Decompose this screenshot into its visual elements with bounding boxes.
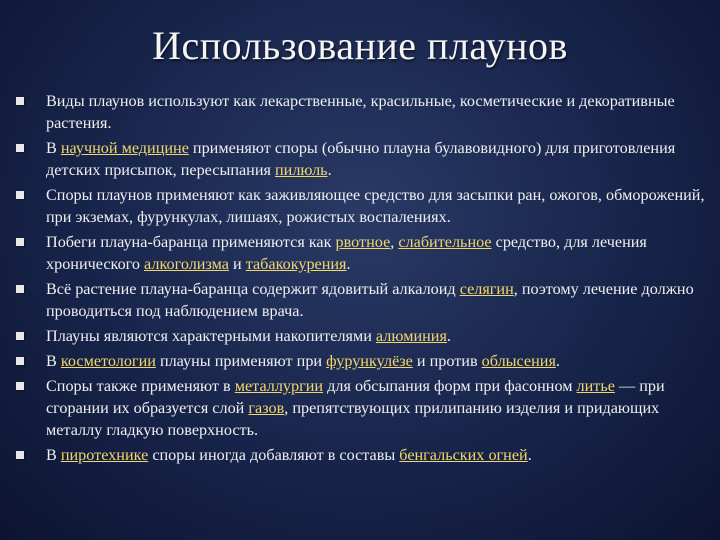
bullet-text: . — [346, 255, 351, 273]
hyperlink[interactable]: научной медицине — [60, 139, 189, 157]
bullet-text: , поэтому лечение должно проводиться под наблюдением врача. — [46, 280, 694, 320]
bullet-item — [14, 184, 714, 228]
bullet-item — [14, 375, 714, 441]
bullet-item — [14, 231, 714, 275]
bullet-item — [14, 278, 714, 322]
hyperlink[interactable]: алкоголизма — [144, 255, 229, 273]
hyperlink[interactable]: бенгальских огней — [399, 446, 528, 464]
bullet-text: , препятствующих прилипанию изделия и придающих металлу гладкую поверхность. — [46, 399, 660, 439]
bullet-text: , — [390, 233, 399, 251]
hyperlink[interactable]: фурункулёзе — [326, 352, 413, 370]
square-bullet-icon — [16, 285, 24, 293]
bullet-item — [14, 325, 714, 347]
bullet-item — [14, 137, 714, 181]
bullet-text: Побеги плауна-баранца применяются как — [46, 233, 336, 251]
bullet-item — [14, 444, 714, 466]
square-bullet-icon — [16, 97, 24, 105]
hyperlink[interactable]: рвотное — [335, 233, 391, 251]
hyperlink[interactable]: алюминия — [375, 327, 447, 345]
square-bullet-icon — [16, 332, 24, 340]
bullet-text: Виды плаунов используют как лекарственные, красильные, косметические и декоративные растения. — [46, 92, 675, 132]
bullet-text: Всё растение плауна-баранца содержит ядовитый алкалоид — [46, 280, 460, 298]
hyperlink[interactable]: табакокурения — [245, 255, 347, 273]
square-bullet-icon — [16, 144, 24, 152]
bullet-text: средство, для лечения хронического — [46, 233, 647, 273]
square-bullet-icon — [16, 238, 24, 246]
hyperlink[interactable]: пилюль — [275, 161, 328, 179]
bullet-text: . — [555, 352, 560, 370]
bullet-text: . — [446, 327, 451, 345]
bullet-text: споры иногда добавляют в составы — [148, 446, 400, 464]
hyperlink[interactable]: селягин — [459, 280, 514, 298]
bullet-text: плауны применяют при — [155, 352, 327, 370]
hyperlink[interactable]: металлургии — [234, 377, 324, 395]
square-bullet-icon — [16, 357, 24, 365]
square-bullet-icon — [16, 451, 24, 459]
bullet-text: . — [327, 161, 332, 179]
square-bullet-icon — [16, 191, 24, 199]
bullet-text: В — [46, 139, 61, 157]
hyperlink[interactable]: газов — [248, 399, 285, 417]
square-bullet-icon — [16, 382, 24, 390]
bullet-text: — при сгорании их образуется слой — [46, 377, 665, 417]
slide-title: Использование плаунов — [152, 23, 568, 68]
bullet-text: для обсыпания форм при фасонном — [323, 377, 577, 395]
bullet-text: В — [46, 446, 61, 464]
hyperlink[interactable]: косметологии — [60, 352, 156, 370]
hyperlink[interactable]: облысения — [481, 352, 556, 370]
hyperlink[interactable]: слабительное — [398, 233, 492, 251]
bullet-text: В — [46, 352, 61, 370]
bullet-text: применяют споры (обычно плауна булавовидного) для приготовления детских присыпок, пересыпания — [46, 139, 676, 179]
hyperlink[interactable]: литье — [576, 377, 615, 395]
bullet-text: . — [527, 446, 532, 464]
hyperlink[interactable]: пиротехнике — [60, 446, 149, 464]
bullet-item — [14, 350, 714, 372]
bullet-text: Плауны являются характерными накопителями — [46, 327, 376, 345]
bullet-item — [14, 90, 714, 134]
bullet-text: и — [228, 255, 246, 273]
bullet-text: Споры плаунов применяют как заживляющее средство для засыпки ран, ожогов, обморожений, при экземах, фурункулах, лишаях, рожистых воспалениях. — [46, 186, 705, 226]
bullet-text: и против — [412, 352, 482, 370]
bullet-text: Споры также применяют в — [46, 377, 235, 395]
bullet-list — [14, 90, 714, 469]
